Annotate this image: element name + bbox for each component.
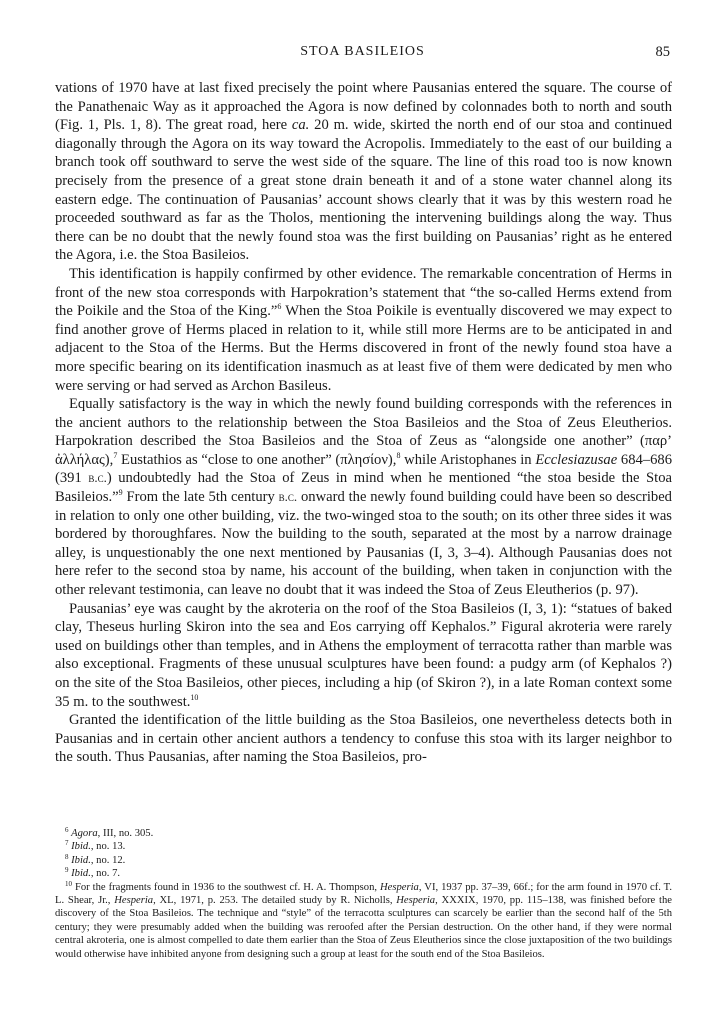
paragraph-text: 684–686 (391 [55,451,672,487]
footnote-text: , III, no. 305. [97,828,154,839]
paragraph-1 [55,79,672,265]
paragraph-text: This identification is happily confirmed by other evidence. The remarkable concentration of Herms in front of the new stoa corresponds with Harpokration’s statement that “the so-called Herms extend from the Poikile and the Stoa of the King.” [55,265,672,320]
footnote-7 [55,840,672,853]
paragraph-text: Eustathios as “close to one another” (πλησίον), [117,451,397,468]
footnote-number: 10 [65,879,72,888]
paragraph-3 [55,395,672,600]
footnote-text: For the fragments found in 1936 to the southwest cf. H. A. Thompson, [72,881,381,893]
journal-title: Hesperia [396,895,436,907]
footnote-ref-10[interactable]: 10 [190,692,199,702]
footnote-6 [55,827,672,840]
paragraph-text: while Aristophanes in [400,451,536,468]
small-caps-era: b.c. [278,489,298,505]
journal-title: Hesperia [380,881,419,893]
footnote-text: , XXXIX, 1970, pp. 115–138, was finished before the discovery of the Stoa Basileios. The technique and “style” of the terracotta sculptures can scarcely be earlier than the second half of the 5th century; they were presumably added when the building was reroofed after the Persian destruction. On the other hand, if they were normal central akroteria, one is almost compelled to date them earlier than the Stoa of Zeus Eleutherios since the close juxtaposition of the two buildings would otherwise have inhibited anyone from designing such a group at least for the south end of the Stoa Basileios. [55,895,672,960]
footnote-number: 7 [65,839,69,848]
footnote-text: , no. 7. [90,868,121,880]
paragraph-text: vations of 1970 have at last fixed precisely the point where Pausanias entered the square. The course of the Panathenaic Way as it approached the Agora is now defined by colonnades both to north and south (Fig. 1, Pls. 1, 8). The great road, here [55,80,672,134]
paragraph-2 [55,265,672,395]
journal-title: Hesperia [114,895,154,907]
page-header [55,44,670,64]
footnote-ref-9[interactable]: 9 [118,488,123,498]
paragraph-text: From the late 5th century [122,489,279,506]
footnote-title: Ibid. [71,841,91,853]
footnote-8 [55,854,672,867]
footnote-title: Ibid. [71,854,91,866]
footnote-ref-6[interactable]: 6 [277,302,282,312]
footnote-number: 6 [65,826,69,834]
footnote-text: , VI, 1937 pp. 37–39, 66f.; for the arm found in 1970 cf. T. L. Shear, Jr., [55,881,672,907]
footnote-ref-8[interactable]: 8 [396,450,401,460]
footnote-number: 8 [65,852,69,861]
paragraph-text: ) undoubtedly had the Stoa of Zeus in mind when he mentioned “the stoa beside the Stoa Basileios.” [55,470,673,506]
footnotes [55,827,672,961]
footnote-text: , no. 12. [90,854,126,866]
footnote-title: Ibid. [71,868,91,880]
paragraph-text: Granted the identification of the little building as the Stoa Basileios, one nevertheless detects both in Pausanias and in certain other ancient authors a tendency to confuse this stoa with its larger neighbor to the south. Thus Pausanias, after naming the Stoa Basileios, pro- [55,712,672,766]
italic-title: Ecclesiazusae [535,451,618,468]
footnote-9 [55,867,672,880]
footnote-title: Agora [71,828,98,839]
paragraph-4 [55,600,672,712]
footnote-text: , no. 13. [90,841,126,853]
paragraph-text: Pausanias’ eye was caught by the akroteria on the roof of the Stoa Basileios (I, 3, 1): “statues of baked clay, Theseus hurling Skiron into the sea and Eos carrying off Kephalos.” Figural akroteria were rarely used on buildings other than temples, and in Athens the employment of terracotta rather than marble was also exceptional. Fragments of these unusual sculptures have been found: a pudgy arm (of Kephalos ?) on the site of the Stoa Basileios, other pieces, including a hip (of Skiron ?), in a late Roman context some 35 m. to the southwest. [55,600,672,710]
footnote-text: , XL, 1971, p. 253. The detailed study by R. Nicholls, [153,895,397,907]
footnote-ref-7[interactable]: 7 [113,450,118,460]
paragraph-text: Equally satisfactory is the way in which the newly found building corresponds with the references in the ancient authors to the relationship between the Stoa Basileios and the Stoa of Zeus Eleutherios. Harpokration described the Stoa Basileios and the Stoa of Zeus as “alongside one another” (παρ’ ἀλλήλας), [55,396,672,468]
paragraph-text: When the Stoa Poikile is eventually discovered we may expect to find another grove of Herms placed in relation to it, while still more Herms are to be anticipated in and adjacent to the Stoa of the Herms. But the Herms discovered in front of the newly found stoa have a more specific bearing on its identification inasmuch as at least five of them were dedicated by men who were serving or had served as Archon Basileus. [55,303,672,394]
italic-term: ca. [291,117,310,134]
paragraph-5 [55,711,672,767]
paragraph-text: onward the newly found building could have been so described in relation to only one other building, viz. the two-winged stoa to the south; on its other three sides it was bordered by thoroughfares. Now the building to the south, separated at the most by a narrow drainage alley, is unquestionably the one next mentioned by Pausanias (I, 3, 3–4). Although Pausanias does not here refer to the second stoa by name, his account of the building, when taken in conjunction with the other relevant testimonia, can leave no doubt that it was indeed the Stoa of Zeus Eleutherios (p. 97). [55,489,672,599]
small-caps-era: b.c. [88,470,107,486]
running-title: STOA BASILEIOS [300,44,425,59]
page-number: 85 [655,44,670,60]
paragraph-text: 20 m. wide, skirted the north end of our stoa and continued diagonally through the Agora on its way toward the Acropolis. Immediately to the east of our building a branch took off southward to serve the west side of the square. The line of this road too is now known precisely from the presence of a great stone drain beneath it and of a stone water channel along its eastern edge. The continuation of Pausanias’ account shows clearly that it was by this western road he proceeded southward as far as the Tholos, mentioning the intervening buildings along the way. Thus there can be no doubt that the newly found stoa was the first building on Pausanias’ right as he entered the Agora, i.e. the Stoa Basileios. [55,117,672,264]
body-text [55,79,672,767]
footnote-10 [55,881,672,961]
footnote-number: 9 [65,866,69,875]
